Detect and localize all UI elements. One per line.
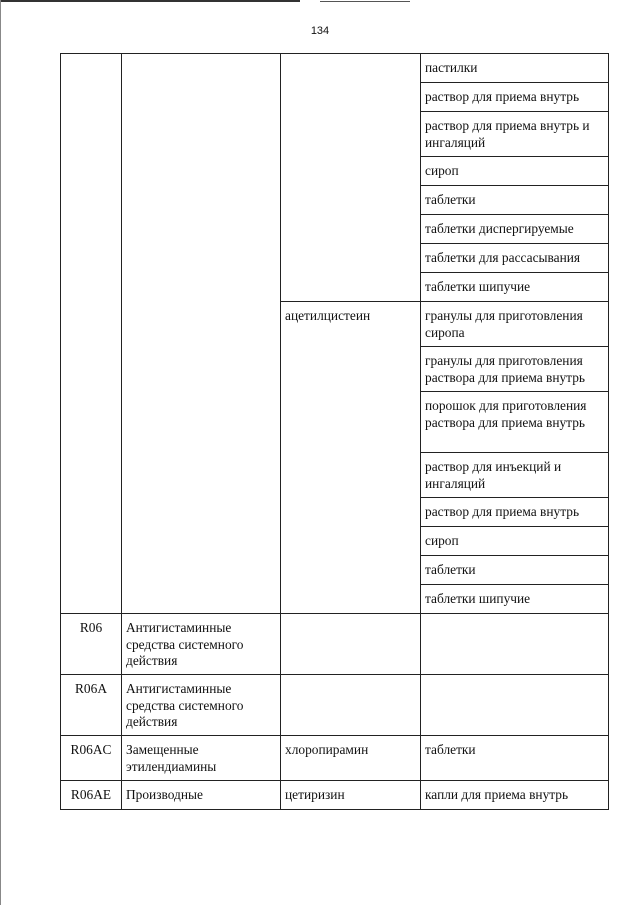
scan-edge-top-segment: [320, 1, 410, 2]
dosage-form-cell: [421, 675, 609, 736]
atc-group-cell: Производные: [122, 781, 281, 810]
dosage-form-cell: капли для приема внутрь: [421, 781, 609, 810]
atc-code-cell: R06AC: [61, 736, 122, 781]
dosage-form-cell: гранулы для приготовления сиропа: [421, 302, 609, 347]
atc-code-cell: R06A: [61, 675, 122, 736]
dosage-form-cell: таблетки шипучие: [421, 585, 609, 614]
table-row: [61, 736, 609, 781]
dosage-form-cell: таблетки: [421, 186, 609, 215]
drug-table: [60, 53, 609, 810]
dosage-form-cell: сироп: [421, 527, 609, 556]
page-number: 134: [310, 25, 330, 37]
inn-cell: [281, 614, 421, 675]
dosage-form-cell: порошок для приготовления раствора для приема внутрь: [421, 392, 609, 453]
dosage-form-cell: таблетки диспергируемые: [421, 215, 609, 244]
table-row: [61, 781, 609, 810]
atc-code-cell: R06AE: [61, 781, 122, 810]
dosage-form-cell: раствор для приема внутрь и ингаляций: [421, 112, 609, 157]
dosage-form-cell: сироп: [421, 157, 609, 186]
dosage-form-cell: таблетки: [421, 556, 609, 585]
dosage-form-cell: таблетки для рассасывания: [421, 244, 609, 273]
dosage-form-cell: пастилки: [421, 54, 609, 83]
scan-edge-left: [0, 0, 1, 905]
group-cell-continued: [122, 54, 281, 614]
atc-code-cell: R06: [61, 614, 122, 675]
dosage-form-cell: [421, 614, 609, 675]
dosage-form-cell: таблетки: [421, 736, 609, 781]
scan-edge-top: [0, 0, 300, 2]
inn-cell: [281, 675, 421, 736]
atc-group-cell: Антигистаминные средства системного действия: [122, 614, 281, 675]
table-row: [61, 614, 609, 675]
dosage-form-cell: гранулы для приготовления раствора для приема внутрь: [421, 347, 609, 392]
table-row: [61, 675, 609, 736]
dosage-form-cell: таблетки шипучие: [421, 273, 609, 302]
inn-cell: хлоропирамин: [281, 736, 421, 781]
inn-cell: цетиризин: [281, 781, 421, 810]
atc-group-cell: Антигистаминные средства системного действия: [122, 675, 281, 736]
code-cell-continued: [61, 54, 122, 614]
atc-group-cell: Замещенные этилендиамины: [122, 736, 281, 781]
dosage-form-cell: раствор для приема внутрь: [421, 83, 609, 112]
table-row: [61, 54, 609, 83]
dosage-form-cell: раствор для приема внутрь: [421, 498, 609, 527]
inn-cell: ацетилцистеин: [281, 302, 421, 614]
inn-cell-continued: [281, 54, 421, 302]
dosage-form-cell: раствор для инъекций и ингаляций: [421, 453, 609, 498]
